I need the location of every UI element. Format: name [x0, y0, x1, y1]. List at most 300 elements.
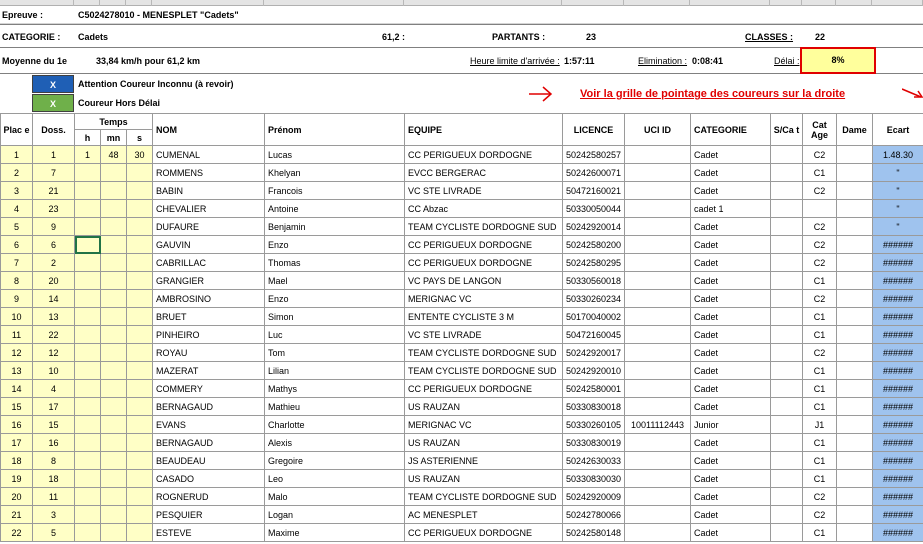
cell-licence[interactable]: 50330260105	[563, 416, 625, 434]
cell-s[interactable]	[127, 308, 153, 326]
cell-licence[interactable]: 50242580001	[563, 380, 625, 398]
cell-nom[interactable]: ROYAU	[153, 344, 265, 362]
cell-s[interactable]	[127, 272, 153, 290]
cell-doss[interactable]: 4	[33, 380, 75, 398]
cell-dame[interactable]	[837, 290, 873, 308]
cell-licence[interactable]: 50330050044	[563, 200, 625, 218]
cell-licence[interactable]: 50330260234	[563, 290, 625, 308]
cell-ecart[interactable]: ######	[873, 434, 923, 452]
cell-h[interactable]	[75, 362, 101, 380]
cell-nom[interactable]: CABRILLAC	[153, 254, 265, 272]
cell-categorie[interactable]: Cadet	[691, 326, 771, 344]
cell-dame[interactable]	[837, 218, 873, 236]
cell-equipe[interactable]: MERIGNAC VC	[405, 290, 563, 308]
cell-catage[interactable]: C1	[803, 380, 837, 398]
cell-equipe[interactable]: US RAUZAN	[405, 470, 563, 488]
cell-mn[interactable]	[101, 434, 127, 452]
cell-licence[interactable]: 50242780066	[563, 506, 625, 524]
cell-ecart[interactable]: ######	[873, 254, 923, 272]
cell-doss[interactable]: 18	[33, 470, 75, 488]
cell-equipe[interactable]: CC PERIGUEUX DORDOGNE	[405, 524, 563, 542]
cell-dame[interactable]	[837, 308, 873, 326]
cell-uci[interactable]	[625, 200, 691, 218]
cell-categorie[interactable]: Cadet	[691, 254, 771, 272]
cell-dame[interactable]	[837, 524, 873, 542]
cell-nom[interactable]: EVANS	[153, 416, 265, 434]
cell-licence[interactable]: 50472160021	[563, 182, 625, 200]
cell-dame[interactable]	[837, 200, 873, 218]
cell-catage[interactable]: C2	[803, 290, 837, 308]
cell-mn[interactable]	[101, 218, 127, 236]
cell-uci[interactable]	[625, 254, 691, 272]
cell-licence[interactable]: 50242580257	[563, 146, 625, 164]
col-header-h[interactable]: h	[75, 130, 101, 146]
cell-nom[interactable]: AMBROSINO	[153, 290, 265, 308]
cell-dame[interactable]	[837, 488, 873, 506]
cell-doss[interactable]: 9	[33, 218, 75, 236]
cell-h[interactable]	[75, 524, 101, 542]
cell-mn[interactable]	[101, 506, 127, 524]
cell-place[interactable]: 7	[1, 254, 33, 272]
cell-uci[interactable]	[625, 344, 691, 362]
cell-licence[interactable]: 50170040002	[563, 308, 625, 326]
cell-mn[interactable]	[101, 200, 127, 218]
cell-place[interactable]: 16	[1, 416, 33, 434]
distance-value[interactable]: 61,2 :	[382, 32, 406, 42]
cell-h[interactable]	[75, 290, 101, 308]
cell-h[interactable]	[75, 308, 101, 326]
cell-ecart[interactable]: ######	[873, 470, 923, 488]
cell-ecart[interactable]: ######	[873, 398, 923, 416]
cell-mn[interactable]	[101, 452, 127, 470]
cell-prenom[interactable]: Lilian	[265, 362, 405, 380]
cell-categorie[interactable]: Cadet	[691, 146, 771, 164]
cell-dame[interactable]	[837, 236, 873, 254]
cell-licence[interactable]: 50242600071	[563, 164, 625, 182]
cell-mn[interactable]	[101, 488, 127, 506]
col-header-scat[interactable]: S/Ca t	[771, 114, 803, 146]
cell-uci[interactable]	[625, 308, 691, 326]
cell-ecart[interactable]: ######	[873, 326, 923, 344]
cell-scat[interactable]	[771, 254, 803, 272]
cell-mn[interactable]	[101, 164, 127, 182]
cell-categorie[interactable]: Cadet	[691, 272, 771, 290]
cell-dame[interactable]	[837, 506, 873, 524]
cell-equipe[interactable]: CC PERIGUEUX DORDOGNE	[405, 236, 563, 254]
cell-equipe[interactable]: ENTENTE CYCLISTE 3 M	[405, 308, 563, 326]
cell-catage[interactable]: C1	[803, 398, 837, 416]
cell-uci[interactable]	[625, 380, 691, 398]
cell-s[interactable]	[127, 398, 153, 416]
cell-catage[interactable]: C1	[803, 452, 837, 470]
cell-place[interactable]: 17	[1, 434, 33, 452]
col-header-temps[interactable]: Temps	[75, 114, 153, 130]
cell-uci[interactable]	[625, 164, 691, 182]
cell-categorie[interactable]: Cadet	[691, 398, 771, 416]
cell-h[interactable]	[75, 164, 101, 182]
cell-mn[interactable]	[101, 362, 127, 380]
cell-catage[interactable]: J1	[803, 416, 837, 434]
cell-catage[interactable]: C2	[803, 344, 837, 362]
cell-scat[interactable]	[771, 398, 803, 416]
cell-nom[interactable]: BABIN	[153, 182, 265, 200]
cell-h[interactable]: 1	[75, 146, 101, 164]
cell-licence[interactable]: 50242920017	[563, 344, 625, 362]
cell-equipe[interactable]: TEAM CYCLISTE DORDOGNE SUD	[405, 218, 563, 236]
cell-licence[interactable]: 50242580295	[563, 254, 625, 272]
cell-prenom[interactable]: Enzo	[265, 236, 405, 254]
cell-ecart[interactable]: "	[873, 218, 923, 236]
cell-doss[interactable]: 22	[33, 326, 75, 344]
cell-doss[interactable]: 8	[33, 452, 75, 470]
col-header-categorie[interactable]: CATEGORIE	[691, 114, 771, 146]
cell-nom[interactable]: BERNAGAUD	[153, 434, 265, 452]
cell-licence[interactable]: 50330830019	[563, 434, 625, 452]
cell-mn[interactable]	[101, 236, 127, 254]
cell-doss[interactable]: 1	[33, 146, 75, 164]
col-header-mn[interactable]: mn	[101, 130, 127, 146]
col-header-prenom[interactable]: Prénom	[265, 114, 405, 146]
cell-equipe[interactable]: US RAUZAN	[405, 398, 563, 416]
cell-equipe[interactable]: TEAM CYCLISTE DORDOGNE SUD	[405, 488, 563, 506]
cell-scat[interactable]	[771, 380, 803, 398]
cell-s[interactable]	[127, 506, 153, 524]
cell-place[interactable]: 9	[1, 290, 33, 308]
pointage-notice-link[interactable]: Voir la grille de pointage des coureurs sur la droite	[580, 88, 846, 100]
cell-doss[interactable]: 14	[33, 290, 75, 308]
cell-equipe[interactable]: JS ASTERIENNE	[405, 452, 563, 470]
cell-h[interactable]	[75, 236, 101, 254]
cell-h[interactable]	[75, 416, 101, 434]
cell-ecart[interactable]: ######	[873, 272, 923, 290]
cell-place[interactable]: 2	[1, 164, 33, 182]
cell-scat[interactable]	[771, 272, 803, 290]
cell-nom[interactable]: GAUVIN	[153, 236, 265, 254]
cell-catage[interactable]	[803, 200, 837, 218]
cell-ecart[interactable]: ######	[873, 452, 923, 470]
cell-doss[interactable]: 5	[33, 524, 75, 542]
cell-prenom[interactable]: Mathys	[265, 380, 405, 398]
cell-nom[interactable]: CHEVALIER	[153, 200, 265, 218]
cell-equipe[interactable]: MERIGNAC VC	[405, 416, 563, 434]
cell-scat[interactable]	[771, 524, 803, 542]
cell-categorie[interactable]: Cadet	[691, 308, 771, 326]
cell-categorie[interactable]: Junior	[691, 416, 771, 434]
cell-mn[interactable]	[101, 290, 127, 308]
cell-dame[interactable]	[837, 380, 873, 398]
cell-uci[interactable]	[625, 470, 691, 488]
cell-scat[interactable]	[771, 362, 803, 380]
moyenne-value[interactable]: 33,84 km/h pour 61,2 km	[96, 56, 201, 66]
cell-place[interactable]: 12	[1, 344, 33, 362]
cell-place[interactable]: 13	[1, 362, 33, 380]
cell-mn[interactable]	[101, 344, 127, 362]
cell-uci[interactable]	[625, 434, 691, 452]
cell-dame[interactable]	[837, 470, 873, 488]
cell-catage[interactable]: C1	[803, 308, 837, 326]
cell-categorie[interactable]: Cadet	[691, 218, 771, 236]
cell-catage[interactable]: C2	[803, 254, 837, 272]
cell-place[interactable]: 15	[1, 398, 33, 416]
cell-scat[interactable]	[771, 434, 803, 452]
cell-nom[interactable]: ROMMENS	[153, 164, 265, 182]
cell-prenom[interactable]: Luc	[265, 326, 405, 344]
cell-h[interactable]	[75, 488, 101, 506]
cell-scat[interactable]	[771, 236, 803, 254]
cell-dame[interactable]	[837, 272, 873, 290]
cell-doss[interactable]: 2	[33, 254, 75, 272]
cell-place[interactable]: 11	[1, 326, 33, 344]
cell-ecart[interactable]: "	[873, 164, 923, 182]
cell-prenom[interactable]: Benjamin	[265, 218, 405, 236]
cell-doss[interactable]: 15	[33, 416, 75, 434]
cell-uci[interactable]	[625, 452, 691, 470]
cell-ecart[interactable]: ######	[873, 380, 923, 398]
cell-catage[interactable]: C2	[803, 218, 837, 236]
cell-prenom[interactable]: Antoine	[265, 200, 405, 218]
cell-licence[interactable]: 50242630033	[563, 452, 625, 470]
cell-categorie[interactable]: Cadet	[691, 164, 771, 182]
cell-prenom[interactable]: Mael	[265, 272, 405, 290]
cell-s[interactable]	[127, 434, 153, 452]
cell-ecart[interactable]: ######	[873, 488, 923, 506]
cell-doss[interactable]: 21	[33, 182, 75, 200]
cell-equipe[interactable]: CC PERIGUEUX DORDOGNE	[405, 380, 563, 398]
cell-licence[interactable]: 50472160045	[563, 326, 625, 344]
cell-licence[interactable]: 50242920010	[563, 362, 625, 380]
cell-prenom[interactable]: Simon	[265, 308, 405, 326]
cell-s[interactable]	[127, 236, 153, 254]
cell-prenom[interactable]: Lucas	[265, 146, 405, 164]
cell-prenom[interactable]: Maxime	[265, 524, 405, 542]
cell-categorie[interactable]: Cadet	[691, 524, 771, 542]
partants-value[interactable]: 23	[586, 32, 597, 42]
cell-catage[interactable]: C1	[803, 434, 837, 452]
cell-h[interactable]	[75, 452, 101, 470]
col-header-s[interactable]: s	[127, 130, 153, 146]
cell-categorie[interactable]: Cadet	[691, 182, 771, 200]
cell-s[interactable]	[127, 380, 153, 398]
cell-licence[interactable]: 50242580200	[563, 236, 625, 254]
cell-h[interactable]	[75, 272, 101, 290]
cell-mn[interactable]	[101, 524, 127, 542]
cell-equipe[interactable]: AC MENESPLET	[405, 506, 563, 524]
cell-place[interactable]: 22	[1, 524, 33, 542]
cell-catage[interactable]: C1	[803, 524, 837, 542]
cell-doss[interactable]: 16	[33, 434, 75, 452]
cell-place[interactable]: 20	[1, 488, 33, 506]
cell-dame[interactable]	[837, 326, 873, 344]
cell-categorie[interactable]: Cadet	[691, 452, 771, 470]
cell-place[interactable]: 14	[1, 380, 33, 398]
cell-scat[interactable]	[771, 470, 803, 488]
cell-uci[interactable]	[625, 182, 691, 200]
cell-nom[interactable]: CASADO	[153, 470, 265, 488]
cell-s[interactable]	[127, 470, 153, 488]
cell-doss[interactable]: 12	[33, 344, 75, 362]
cell-licence[interactable]: 50330830018	[563, 398, 625, 416]
cell-prenom[interactable]: Tom	[265, 344, 405, 362]
delai-input[interactable]: 8%	[800, 47, 876, 74]
elimination-value[interactable]: 0:08:41	[692, 56, 724, 66]
cell-prenom[interactable]: Logan	[265, 506, 405, 524]
cell-ecart[interactable]: ######	[873, 308, 923, 326]
cell-prenom[interactable]: Alexis	[265, 434, 405, 452]
cell-dame[interactable]	[837, 254, 873, 272]
cell-ecart[interactable]: ######	[873, 236, 923, 254]
cell-h[interactable]	[75, 200, 101, 218]
cell-prenom[interactable]: Leo	[265, 470, 405, 488]
cell-h[interactable]	[75, 506, 101, 524]
cell-s[interactable]	[127, 362, 153, 380]
cell-mn[interactable]	[101, 380, 127, 398]
cell-ecart[interactable]: ######	[873, 524, 923, 542]
cell-categorie[interactable]: cadet 1	[691, 200, 771, 218]
cell-prenom[interactable]: Mathieu	[265, 398, 405, 416]
cell-licence[interactable]: 50242920014	[563, 218, 625, 236]
cell-equipe[interactable]: TEAM CYCLISTE DORDOGNE SUD	[405, 362, 563, 380]
cell-h[interactable]	[75, 470, 101, 488]
cell-s[interactable]	[127, 326, 153, 344]
cell-categorie[interactable]: Cadet	[691, 290, 771, 308]
cell-doss[interactable]: 7	[33, 164, 75, 182]
cell-equipe[interactable]: CC PERIGUEUX DORDOGNE	[405, 254, 563, 272]
cell-uci[interactable]	[625, 236, 691, 254]
cell-s[interactable]	[127, 524, 153, 542]
cell-scat[interactable]	[771, 326, 803, 344]
cell-scat[interactable]	[771, 200, 803, 218]
cell-doss[interactable]: 20	[33, 272, 75, 290]
cell-s[interactable]	[127, 488, 153, 506]
cell-categorie[interactable]: Cadet	[691, 506, 771, 524]
cell-h[interactable]	[75, 344, 101, 362]
cell-doss[interactable]: 17	[33, 398, 75, 416]
cell-place[interactable]: 3	[1, 182, 33, 200]
col-header-place[interactable]: Plac e	[1, 114, 33, 146]
cell-s[interactable]: 30	[127, 146, 153, 164]
col-header-uci[interactable]: UCI ID	[625, 114, 691, 146]
cell-doss[interactable]: 6	[33, 236, 75, 254]
cell-catage[interactable]: C2	[803, 146, 837, 164]
cell-uci[interactable]	[625, 506, 691, 524]
cell-place[interactable]: 10	[1, 308, 33, 326]
cell-place[interactable]: 8	[1, 272, 33, 290]
cell-h[interactable]	[75, 434, 101, 452]
cell-prenom[interactable]: Khelyan	[265, 164, 405, 182]
cell-place[interactable]: 18	[1, 452, 33, 470]
epreuve-value[interactable]: C5024278010 - MENESPLET "Cadets"	[78, 10, 239, 20]
cell-catage[interactable]: C1	[803, 164, 837, 182]
cell-s[interactable]	[127, 164, 153, 182]
cell-prenom[interactable]: Thomas	[265, 254, 405, 272]
col-header-licence[interactable]: LICENCE	[563, 114, 625, 146]
cell-nom[interactable]: PINHEIRO	[153, 326, 265, 344]
cell-licence[interactable]: 50330830030	[563, 470, 625, 488]
cell-s[interactable]	[127, 290, 153, 308]
cell-equipe[interactable]: US RAUZAN	[405, 434, 563, 452]
categorie-value[interactable]: Cadets	[78, 32, 109, 42]
cell-mn[interactable]	[101, 326, 127, 344]
cell-dame[interactable]	[837, 362, 873, 380]
cell-nom[interactable]: ROGNERUD	[153, 488, 265, 506]
cell-place[interactable]: 6	[1, 236, 33, 254]
cell-prenom[interactable]: Malo	[265, 488, 405, 506]
cell-catage[interactable]: C1	[803, 362, 837, 380]
col-header-ecart[interactable]: Ecart	[873, 114, 923, 146]
cell-s[interactable]	[127, 200, 153, 218]
cell-nom[interactable]: GRANGIER	[153, 272, 265, 290]
cell-ecart[interactable]: ######	[873, 344, 923, 362]
cell-doss[interactable]: 23	[33, 200, 75, 218]
cell-dame[interactable]	[837, 164, 873, 182]
cell-categorie[interactable]: Cadet	[691, 236, 771, 254]
cell-place[interactable]: 19	[1, 470, 33, 488]
cell-place[interactable]: 4	[1, 200, 33, 218]
cell-categorie[interactable]: Cadet	[691, 344, 771, 362]
cell-ecart[interactable]: 1.48.30	[873, 146, 923, 164]
col-header-doss[interactable]: Doss.	[33, 114, 75, 146]
cell-dame[interactable]	[837, 182, 873, 200]
cell-nom[interactable]: ESTEVE	[153, 524, 265, 542]
cell-place[interactable]: 5	[1, 218, 33, 236]
cell-ecart[interactable]: ######	[873, 416, 923, 434]
cell-equipe[interactable]: CC Abzac	[405, 200, 563, 218]
cell-scat[interactable]	[771, 146, 803, 164]
cell-mn[interactable]	[101, 308, 127, 326]
cell-nom[interactable]: MAZERAT	[153, 362, 265, 380]
cell-equipe[interactable]: VC STE LIVRADE	[405, 326, 563, 344]
cell-doss[interactable]: 13	[33, 308, 75, 326]
cell-uci[interactable]	[625, 362, 691, 380]
cell-mn[interactable]	[101, 254, 127, 272]
cell-uci[interactable]	[625, 488, 691, 506]
cell-licence[interactable]: 50242920009	[563, 488, 625, 506]
cell-mn[interactable]	[101, 272, 127, 290]
cell-nom[interactable]: COMMERY	[153, 380, 265, 398]
cell-ecart[interactable]: ######	[873, 362, 923, 380]
cell-dame[interactable]	[837, 146, 873, 164]
cell-catage[interactable]: C1	[803, 326, 837, 344]
cell-s[interactable]	[127, 416, 153, 434]
cell-doss[interactable]: 10	[33, 362, 75, 380]
cell-licence[interactable]: 50242580148	[563, 524, 625, 542]
cell-scat[interactable]	[771, 218, 803, 236]
col-header-catage[interactable]: Cat Age	[803, 114, 837, 146]
col-header-nom[interactable]: NOM	[153, 114, 265, 146]
cell-categorie[interactable]: Cadet	[691, 380, 771, 398]
cell-uci[interactable]	[625, 326, 691, 344]
cell-prenom[interactable]: Charlotte	[265, 416, 405, 434]
cell-prenom[interactable]: Enzo	[265, 290, 405, 308]
cell-s[interactable]	[127, 182, 153, 200]
cell-catage[interactable]: C1	[803, 272, 837, 290]
cell-mn[interactable]	[101, 398, 127, 416]
cell-uci[interactable]	[625, 398, 691, 416]
cell-doss[interactable]: 3	[33, 506, 75, 524]
cell-catage[interactable]: C2	[803, 236, 837, 254]
cell-h[interactable]	[75, 182, 101, 200]
cell-equipe[interactable]: VC STE LIVRADE	[405, 182, 563, 200]
col-header-dame[interactable]: Dame	[837, 114, 873, 146]
cell-uci[interactable]	[625, 524, 691, 542]
cell-scat[interactable]	[771, 290, 803, 308]
cell-s[interactable]	[127, 344, 153, 362]
cell-scat[interactable]	[771, 416, 803, 434]
heure-limite-value[interactable]: 1:57:11	[564, 56, 595, 66]
cell-dame[interactable]	[837, 398, 873, 416]
cell-nom[interactable]: CUMENAL	[153, 146, 265, 164]
cell-nom[interactable]: BRUET	[153, 308, 265, 326]
